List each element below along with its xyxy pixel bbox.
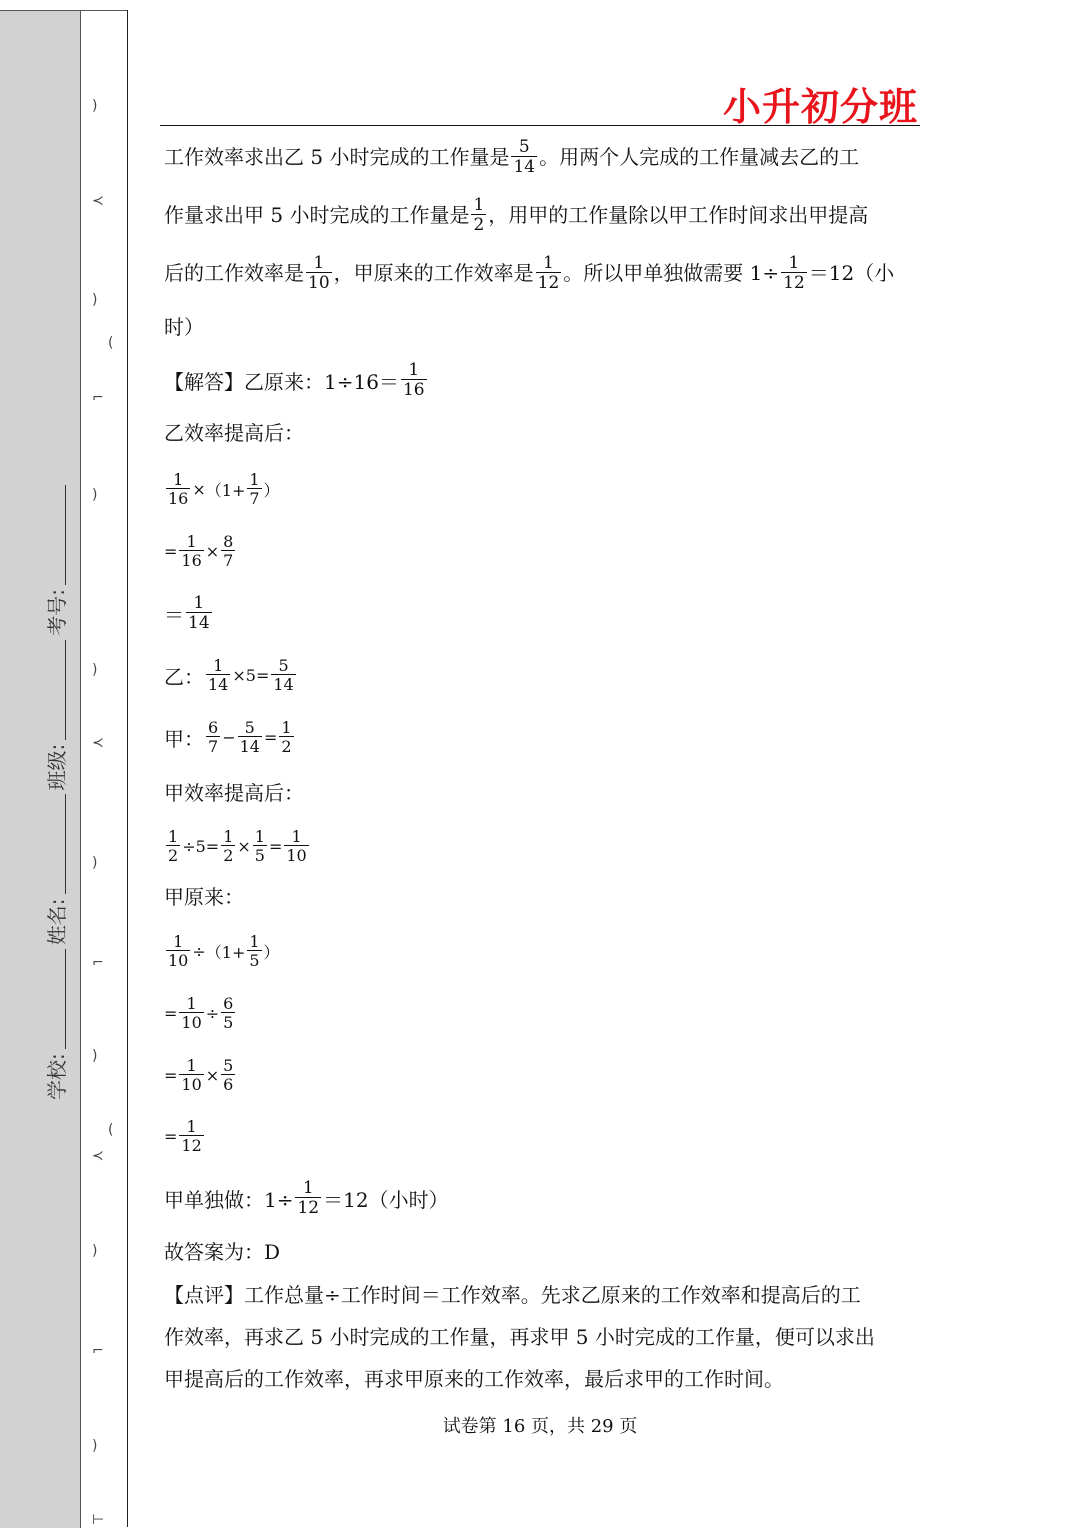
- seal-mark: ): [92, 855, 98, 871]
- denominator: 2: [223, 845, 234, 865]
- fraction: [279, 717, 293, 756]
- numerator: 5: [278, 655, 289, 675]
- math-text: ÷5: [182, 836, 206, 856]
- seal-mark: ): [92, 487, 98, 503]
- student-info: [30, 440, 70, 1100]
- numerator: 1: [193, 592, 205, 613]
- fraction: [401, 359, 427, 400]
- fraction: [511, 136, 537, 177]
- math-text: ×: [205, 541, 220, 561]
- seal-mark: ⌐: [92, 390, 104, 406]
- math-text: ×: [192, 479, 206, 499]
- math-text: （1+: [205, 942, 246, 962]
- math-text: ×5: [232, 665, 256, 685]
- seal-mark: (: [108, 335, 114, 351]
- analysis-line-4: 时）: [164, 315, 204, 339]
- calc-step: [164, 520, 920, 582]
- fraction: [471, 194, 486, 235]
- jia-title: 甲效率提高后：: [164, 781, 304, 805]
- calc-step: [164, 644, 920, 706]
- denominator: 14: [188, 612, 210, 633]
- fraction: [166, 931, 190, 970]
- math-text: 甲：: [164, 726, 204, 751]
- denominator: 10: [168, 950, 189, 970]
- math-text: （1+: [205, 480, 246, 500]
- fraction: [238, 717, 262, 756]
- numerator: 1: [186, 531, 197, 551]
- fraction: [247, 469, 261, 508]
- calc-step: [164, 706, 920, 768]
- fraction: [306, 252, 332, 293]
- denominator: 12: [537, 272, 560, 293]
- numerator: 1: [186, 1116, 197, 1136]
- analysis-line-2: [164, 186, 920, 244]
- fraction: [253, 826, 267, 865]
- math-text: ）: [263, 480, 280, 500]
- math-text: =: [205, 836, 220, 856]
- denominator: 16: [402, 379, 425, 400]
- math-text: 。用两个人完成的工作量减去乙的工: [539, 145, 860, 169]
- numerator: 1: [186, 993, 197, 1013]
- name-blank: [47, 795, 66, 895]
- analysis-line-3: [164, 244, 920, 302]
- seal-mark: ⌐: [92, 955, 104, 971]
- analysis-line-1: [164, 128, 920, 186]
- math-text: −: [222, 727, 236, 747]
- fraction: [179, 1055, 203, 1094]
- numerator: 5: [518, 136, 530, 157]
- comment-line-1: 【点评】工作总量÷工作时间＝工作效率。先求乙原来的工作效率和提高后的工: [164, 1283, 861, 1307]
- numerator: 1: [788, 252, 800, 273]
- seal-mark: ≺: [92, 193, 104, 209]
- numerator: 1: [186, 1055, 197, 1075]
- seal-mark: ): [92, 292, 98, 308]
- math-text: ＝12（小时）: [323, 1187, 449, 1212]
- seal-mark: ): [92, 662, 98, 678]
- numerator: 1: [168, 826, 179, 846]
- fraction: [179, 1116, 203, 1155]
- yi-title: 乙效率提高后：: [164, 421, 304, 445]
- math-text: =: [263, 727, 278, 747]
- calc-step: [164, 982, 920, 1044]
- numerator: 1: [254, 826, 265, 846]
- class-label: 班级:: [45, 743, 69, 791]
- denominator: 6: [223, 1074, 234, 1094]
- denominator: 10: [308, 272, 330, 293]
- calc-step: [164, 1044, 920, 1106]
- math-text: 作量求出甲 5 小时完成的工作量是: [164, 203, 470, 227]
- fraction: [295, 1177, 321, 1218]
- denominator: 2: [168, 845, 179, 865]
- fraction: [284, 826, 308, 865]
- name-field: [41, 791, 70, 946]
- numerator: 1: [473, 194, 485, 215]
- fraction: [186, 592, 212, 633]
- denominator: 10: [286, 845, 307, 865]
- fraction: [179, 531, 203, 570]
- name-label: 姓名:: [45, 898, 69, 946]
- fraction: [166, 469, 190, 508]
- school-blank: [47, 949, 66, 1049]
- denominator: 2: [281, 736, 292, 756]
- math-text: ÷: [192, 941, 206, 961]
- math-text: ）: [263, 942, 280, 962]
- math-text: 乙：: [164, 664, 204, 689]
- denominator: 12: [181, 1135, 202, 1155]
- math-text: 。所以甲单独做需要 1÷: [563, 261, 780, 285]
- denominator: 12: [783, 272, 805, 293]
- denominator: 14: [273, 674, 294, 694]
- math-text: 甲单独做：1÷: [164, 1187, 294, 1212]
- fraction: [781, 252, 807, 293]
- numerator: 1: [249, 931, 260, 951]
- numerator: 5: [223, 1055, 234, 1075]
- math-text: ×: [237, 836, 251, 856]
- math-text: =: [255, 665, 270, 685]
- solution-content: [164, 128, 920, 1400]
- denominator: 7: [223, 550, 234, 570]
- seal-mark: ): [92, 1438, 98, 1454]
- page-footer: 试卷第 16 页，共 29 页: [442, 1416, 638, 1437]
- class-field: [41, 636, 70, 791]
- final-answer: 故答案为：D: [164, 1240, 281, 1264]
- calc-step: [164, 1106, 920, 1166]
- jia-alone-line: [164, 1166, 920, 1230]
- fraction: [221, 993, 235, 1032]
- brand-title: 小升初分班: [722, 85, 918, 129]
- math-text: ×: [205, 1065, 220, 1085]
- denominator: 5: [254, 845, 265, 865]
- school-field: [41, 945, 70, 1100]
- denominator: 14: [208, 674, 229, 694]
- denominator: 16: [168, 488, 189, 508]
- denominator: 5: [249, 950, 260, 970]
- math-text: 【解答】乙原来：1÷16＝: [164, 369, 399, 394]
- denominator: 2: [473, 214, 485, 235]
- calc-step: [164, 458, 920, 520]
- fraction: [166, 826, 180, 865]
- denominator: 7: [208, 736, 219, 756]
- denominator: 10: [181, 1012, 202, 1032]
- calc-step: [164, 920, 920, 982]
- exam-no-blank: [47, 485, 66, 585]
- numerator: 1: [291, 826, 302, 846]
- exam-no-label: 考号:: [45, 589, 69, 636]
- denominator: 14: [513, 156, 536, 177]
- fraction: [206, 655, 230, 694]
- numerator: 1: [281, 717, 292, 737]
- numerator: 5: [244, 717, 255, 737]
- denominator: 7: [249, 488, 260, 508]
- fraction: [206, 717, 220, 756]
- numerator: 1: [408, 359, 420, 380]
- math-text: =: [164, 1065, 178, 1085]
- math-text: ÷: [205, 1003, 220, 1023]
- math-text: ＝12（小: [808, 261, 895, 285]
- fraction: [221, 826, 235, 865]
- fraction: [221, 1055, 235, 1094]
- math-text: ，用甲的工作量除以甲工作时间求出甲提高: [488, 203, 869, 227]
- answer-header: [164, 352, 920, 408]
- denominator: 5: [223, 1012, 234, 1032]
- header-rule: [160, 125, 920, 126]
- seal-mark: ): [92, 98, 98, 114]
- numerator: 6: [208, 717, 219, 737]
- numerator: 1: [213, 655, 224, 675]
- seal-mark: ⊢: [92, 1512, 105, 1528]
- numerator: 1: [313, 252, 325, 273]
- math-text: =: [268, 836, 283, 856]
- math-text: ，甲原来的工作效率是: [333, 261, 534, 285]
- math-text: 后的工作效率是: [164, 261, 304, 285]
- fraction: [536, 252, 562, 293]
- seal-mark: ): [92, 1243, 98, 1259]
- numerator: 1: [249, 469, 260, 489]
- numerator: 1: [302, 1177, 314, 1198]
- jia-orig-title: 甲原来：: [164, 885, 244, 909]
- fraction: [271, 655, 295, 694]
- seal-mark: ≺: [92, 1148, 104, 1164]
- numerator: 1: [173, 469, 184, 489]
- numerator: 8: [223, 531, 234, 551]
- numerator: 1: [173, 931, 184, 951]
- seal-mark: ): [92, 1048, 98, 1064]
- seal-mark: ≺: [92, 735, 104, 751]
- exam-no-field: [41, 481, 70, 636]
- denominator: 14: [239, 736, 260, 756]
- class-blank: [47, 640, 66, 740]
- comment-line-3: 甲提高后的工作效率，再求甲原来的工作效率，最后求甲的工作时间。: [164, 1367, 784, 1391]
- fraction: [179, 993, 203, 1032]
- math-text: =: [164, 1126, 178, 1146]
- binding-top-rule: [80, 10, 127, 11]
- numerator: 1: [543, 252, 554, 273]
- denominator: 12: [297, 1197, 320, 1218]
- seal-line: [127, 10, 128, 1527]
- seal-mark: ⌐: [92, 1343, 104, 1359]
- numerator: 1: [223, 826, 234, 846]
- school-label: 学校:: [45, 1053, 69, 1100]
- denominator: 10: [181, 1074, 202, 1094]
- math-text: ＝: [164, 602, 184, 627]
- math-text: 工作效率求出乙 5 小时完成的工作量是: [164, 145, 510, 169]
- numerator: 6: [223, 993, 234, 1013]
- math-text: =: [164, 541, 178, 561]
- calc-step: [164, 818, 920, 874]
- math-text: =: [164, 1003, 178, 1023]
- denominator: 16: [181, 550, 202, 570]
- seal-mark: (: [108, 1122, 114, 1138]
- calc-step: [164, 582, 920, 644]
- fraction: [221, 531, 235, 570]
- fraction: [247, 931, 261, 970]
- comment-line-2: 作效率，再求乙 5 小时完成的工作量，再求甲 5 小时完成的工作量，便可以求出: [164, 1325, 875, 1349]
